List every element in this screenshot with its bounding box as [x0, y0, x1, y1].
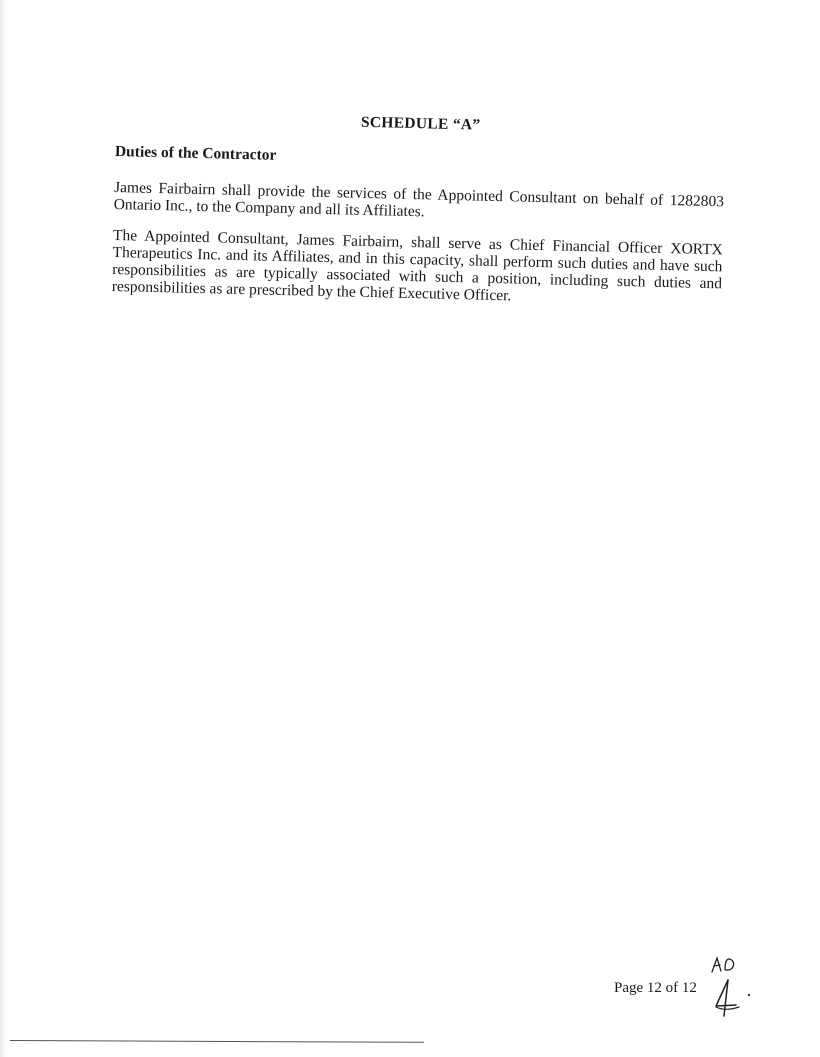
schedule-content: [111, 108, 726, 323]
handwritten-initials-icon: [706, 950, 756, 1020]
paragraph-services: James Fairbairn shall provide the services of the Appointed Consultant on behalf of 1282803 Ontario Inc., to the Company and all its Affiliates.: [113, 178, 725, 221]
paragraph-duties: The Appointed Consultant, James Fairbairn, shall serve as Chief Financial Officer XORTX Therapeutics Inc. and its Affiliates, and in this capacity, shall perform such duties and have such responsibilities as are typically associated with such a position, including such duties and responsibilities as are prescribed by the Chief Executive Officer.: [111, 226, 724, 305]
scan-edge-shadow: [0, 0, 6, 1057]
page-number: Page 12 of 12: [614, 980, 697, 996]
footer-rule: [10, 1040, 424, 1043]
schedule-title: SCHEDULE “A”: [360, 113, 481, 134]
section-heading: Duties of the Contractor: [114, 142, 277, 164]
